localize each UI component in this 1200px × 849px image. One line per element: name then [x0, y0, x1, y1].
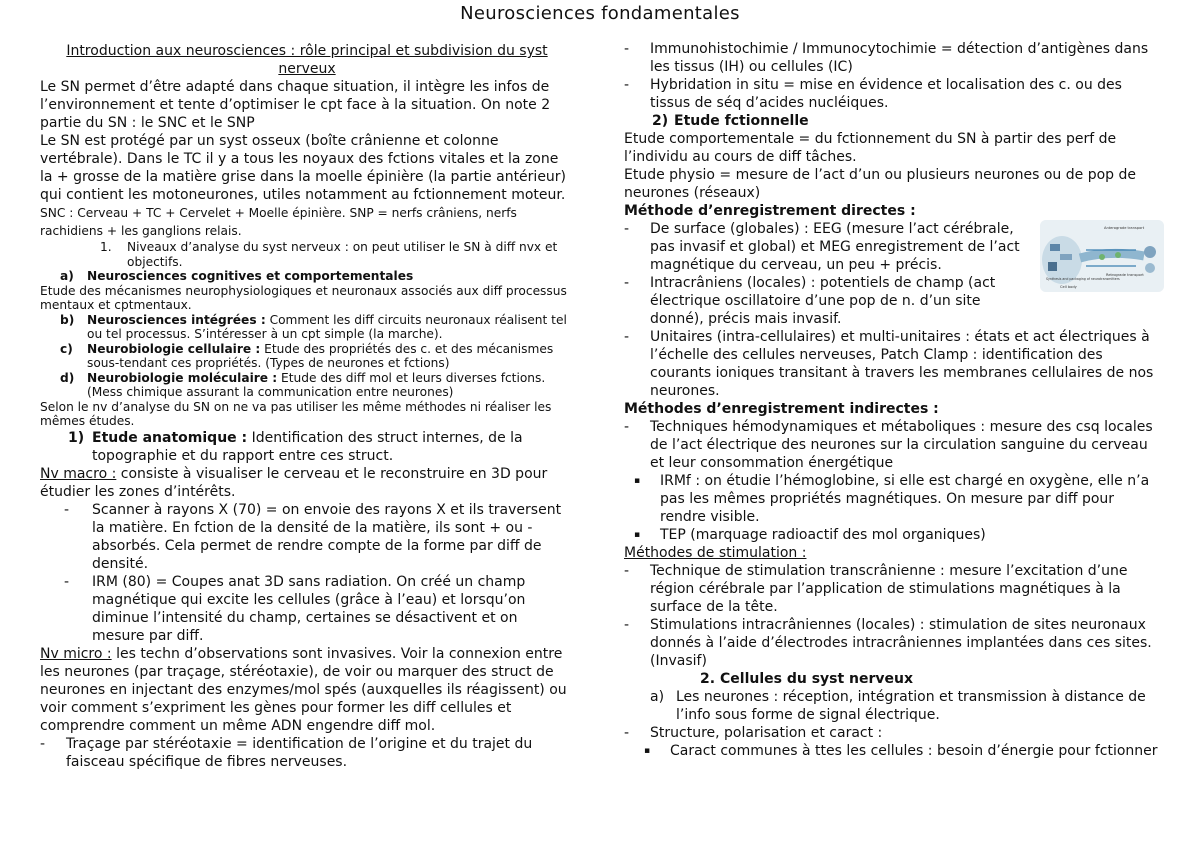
- caract-item: [624, 742, 1164, 760]
- transcran-item: [624, 562, 1164, 616]
- anat-text: Identification des struct internes, de la topographie et du rapport entre ces struct.: [92, 429, 523, 464]
- tracage-text: Traçage par stéréotaxie = identification de l’origine et du trajet du faisceau spécifique de fibres nerveuses.: [66, 735, 533, 770]
- figure-label-top: Anterograde transport: [1104, 226, 1145, 230]
- list-marker: 1): [68, 429, 85, 446]
- intracran-item: [624, 274, 1034, 328]
- level-b-text: Comment les diff circuits neuronaux réalisent tel ou tel processus. S’intéresser à un cpt simple (la marche).: [87, 312, 567, 341]
- list-marker: -: [624, 563, 630, 579]
- list-marker: -: [624, 275, 630, 291]
- hemo-text: Techniques hémodynamiques et métaboliques : mesure des csq locales de l’act électrique des neurones sur la circulation sanguine du cerveau et leur consommation énergétique: [650, 419, 1153, 471]
- tep-item: [624, 526, 1164, 544]
- structure-item: [624, 724, 1164, 742]
- fonc-title: Etude fctionnelle: [674, 113, 809, 129]
- levels-text: Niveaux d’analyse du syst nerveux : on peut utiliser le SN à diff nvx et objectifs.: [127, 240, 558, 269]
- level-a-title: Neurosciences cognitives et comportementales: [87, 269, 414, 283]
- unitaires-text: Unitaires (intra-cellulaires) et multi-unitaires : états et act électriques à l’échelle des cellules nerveuses, Patch Clamp : identification des courants ioniques transitant à travers les membranes cellulaires de nos neurones.: [650, 329, 1154, 399]
- anat-title: Etude anatomique :: [92, 429, 248, 446]
- organelle-shape: [1048, 262, 1057, 271]
- list-marker: -: [624, 617, 630, 633]
- level-a-text: Etude des mécanismes neurophysiologiques et neuronaux associés aux diff processus mentaux et cptmentaux.: [40, 283, 567, 312]
- micro-label: Nv micro :: [40, 645, 112, 662]
- macro-text: consiste à visualiser le cerveau et le reconstruire en 3D pour étudier les zones d’intérêts.: [40, 465, 548, 500]
- macro-label: Nv macro :: [40, 465, 117, 482]
- vesicle-shape: [1115, 252, 1121, 258]
- figure-label-cell: Cell body: [1060, 285, 1077, 289]
- list-marker: b): [60, 312, 75, 327]
- surface-item: [624, 220, 1034, 274]
- level-d-text: Etude des diff mol et leurs diverses fctions. (Mess chimique assurant la communication entre neurones): [87, 370, 546, 399]
- hemo-item: [624, 418, 1164, 472]
- tracage-item: [40, 735, 574, 771]
- neurones-text: Les neurones : réception, intégration et transmission à distance de l’info sous forme de signal électrique.: [676, 689, 1146, 723]
- direct-heading: Méthode d’enregistrement directes :: [624, 203, 916, 219]
- level-a-title-row: [40, 269, 574, 284]
- levels-item: [40, 240, 574, 269]
- irm-text: IRM (80) = Coupes anat 3D sans radiation. On créé un champ magnétique qui excite les cellules (grâce à l’eau) et lorsqu’on diminue l’intensité du champ, certaines se désactivent et on mesure par diff.: [92, 573, 526, 644]
- list-marker: 2): [652, 113, 669, 129]
- figure-label-mid: Synthesis and packaging of neurotransmitters: [1046, 277, 1120, 281]
- structure-text: Structure, polarisation et caract :: [650, 725, 883, 741]
- scanner-item: [40, 501, 574, 573]
- caract-text: Caract communes à ttes les cellules : besoin d’énergie pour fctionner: [670, 743, 1158, 759]
- list-marker: -: [624, 725, 630, 741]
- intro-paragraph-1: Le SN permet d’être adapté dans chaque situation, il intègre les infos de l’environnement et tente d’optimiser le cpt face à la situation. On note 2 partie du SN : le SNC et le SNP: [40, 79, 551, 131]
- neuron-diagram-svg: [1040, 220, 1164, 292]
- organelle-shape: [1060, 254, 1072, 260]
- figure-label-bottom: Retrograde transport: [1106, 273, 1144, 277]
- terminal-shape: [1145, 263, 1155, 273]
- comp-text: Etude comportementale = du fctionnement du SN à partir des perf de l’individu au cours de diff tâches.: [624, 131, 1117, 165]
- terminal-shape: [1144, 246, 1156, 258]
- level-b-item: [40, 313, 574, 342]
- list-marker: -: [64, 573, 70, 590]
- list-marker: a): [60, 269, 74, 283]
- physio-text: Etude physio = mesure de l’act d’un ou plusieurs neurones ou de pop de neurones (réseaux): [624, 167, 1136, 201]
- bullet-marker: ▪: [634, 476, 641, 486]
- stim-heading: Méthodes de stimulation :: [624, 545, 807, 561]
- fonc-heading: [624, 112, 1164, 130]
- level-d-item: [40, 371, 574, 400]
- irm-item: [40, 573, 574, 645]
- level-c-text: Etude des propriétés des c. et des mécanismes sous-tendant ces propriétés. (Types de neurones et fctions): [87, 341, 554, 370]
- surface-text: De surface (globales) : EEG (mesure l’act cérébrale, pas invasif et global) et MEG enregistrement de l’act magnétique du cerveau, un peu + précis.: [650, 221, 1020, 273]
- left-column: [40, 42, 574, 771]
- intro-paragraph-2a: Le SN est protégé par un syst osseux (boîte crânienne et colonne vertébrale). Dans le TC il y a tous les noyaux des fctions vitales et la zone la + grosse de la matière grise dans la moelle épinière (la partie antérieur) qui contient les motoneurones, utiles notamment au fctionnement moteur.: [40, 133, 567, 203]
- list-marker: -: [64, 501, 70, 518]
- cell-title: Cellules du syst nerveux: [720, 671, 914, 687]
- list-marker: -: [624, 329, 630, 345]
- cell-heading: [624, 670, 1164, 688]
- micro-text: les techn d’observations sont invasives. Voir la connexion entre les neurones (par traçage, stéréotaxie), de voir ou marquer des struct de neurones en injectant des enzymes/mol spés (auxquelles ils réagissent) ou voir comment s’expriment les gènes pour former les diff cellules et comprendre comment un même ADN engendre diff mol.: [40, 645, 567, 734]
- intro-heading: Introduction aux neurosciences : rôle principal et subdivision du syst nerveux: [66, 43, 548, 77]
- list-marker: -: [40, 735, 46, 752]
- bullet-marker: ▪: [634, 530, 641, 540]
- selon-text: Selon le nv d’analyse du SN on ne va pas utiliser les même méthodes ni réaliser les mêmes études.: [40, 399, 552, 428]
- list-marker: d): [60, 370, 75, 385]
- bullet-marker: ▪: [644, 746, 651, 756]
- immuno-item: [624, 40, 1164, 76]
- macro-paragraph: [40, 465, 574, 501]
- page-title: Neurosciences fondamentales: [460, 3, 740, 24]
- right-column: [624, 40, 1164, 760]
- list-marker: 1.: [100, 240, 112, 254]
- list-marker: 2.: [700, 671, 716, 687]
- tep-text: TEP (marquage radioactif des mol organiques): [660, 527, 986, 543]
- list-marker: c): [60, 341, 73, 356]
- list-marker: -: [624, 419, 630, 435]
- level-b-title: Neurosciences intégrées :: [87, 312, 266, 327]
- anat-item: [40, 429, 574, 465]
- list-marker: a): [650, 689, 665, 705]
- vesicle-shape: [1099, 254, 1105, 260]
- list-marker: -: [624, 77, 630, 93]
- neurones-item: [624, 688, 1164, 724]
- transcran-text: Technique de stimulation transcrânienne : mesure l’excitation d’une région cérébrale par l’application de stimulations magnétiques à la surface de la tête.: [650, 563, 1128, 615]
- list-marker: -: [624, 41, 630, 57]
- immuno-text: Immunohistochimie / Immunocytochimie = détection d’antigènes dans les tissus (IH) ou cellules (IC): [650, 41, 1149, 75]
- irmf-text: IRMf : on étudie l’hémoglobine, si elle est chargé en oxygène, elle n’a pas les mêmes propriétés magnétiques. On mesure par diff pour rendre visible.: [660, 473, 1150, 525]
- intro-paragraph-2: [40, 132, 574, 240]
- hybrid-item: [624, 76, 1164, 112]
- hybrid-text: Hybridation in situ = mise en évidence et localisation des c. ou des tissus de séq d’acides nucléiques.: [650, 77, 1122, 111]
- irmf-item: [624, 472, 1164, 526]
- indirect-heading: Méthodes d’enregistrement indirectes :: [624, 401, 939, 417]
- organelle-shape: [1050, 244, 1060, 251]
- list-marker: -: [624, 221, 630, 237]
- stim-intra-text: Stimulations intracrâniennes (locales) : stimulation de sites neuronaux donnés à l’aide d’électrodes intracrâniennes implantées dans ces sites. (Invasif): [650, 617, 1152, 669]
- level-d-title: Neurobiologie moléculaire :: [87, 370, 278, 385]
- intracran-text: Intracrâniens (locales) : potentiels de champ (act électrique oscillatoire d’une pop de n. d’un site donné), précis mais invasif.: [650, 275, 996, 327]
- level-c-title: Neurobiologie cellulaire :: [87, 341, 261, 356]
- intro-paragraph-2b: SNC : Cerveau + TC + Cervelet + Moelle épinière. SNP = nerfs crâniens, nerfs rachidiens + les ganglions relais.: [40, 206, 517, 238]
- unitaires-item: [624, 328, 1164, 400]
- stim-intra-item: [624, 616, 1164, 670]
- axon-shape: [1080, 253, 1144, 258]
- scanner-text: Scanner à rayons X (70) = on envoie des rayons X et ils traversent la matière. En fction de la densité de la matière, ils sont + ou - absorbés. Cela permet de rendre compte de la forme par diff de densité.: [92, 501, 562, 572]
- micro-paragraph: [40, 645, 574, 735]
- neuron-transport-figure: [1040, 220, 1164, 292]
- level-c-item: [40, 342, 574, 371]
